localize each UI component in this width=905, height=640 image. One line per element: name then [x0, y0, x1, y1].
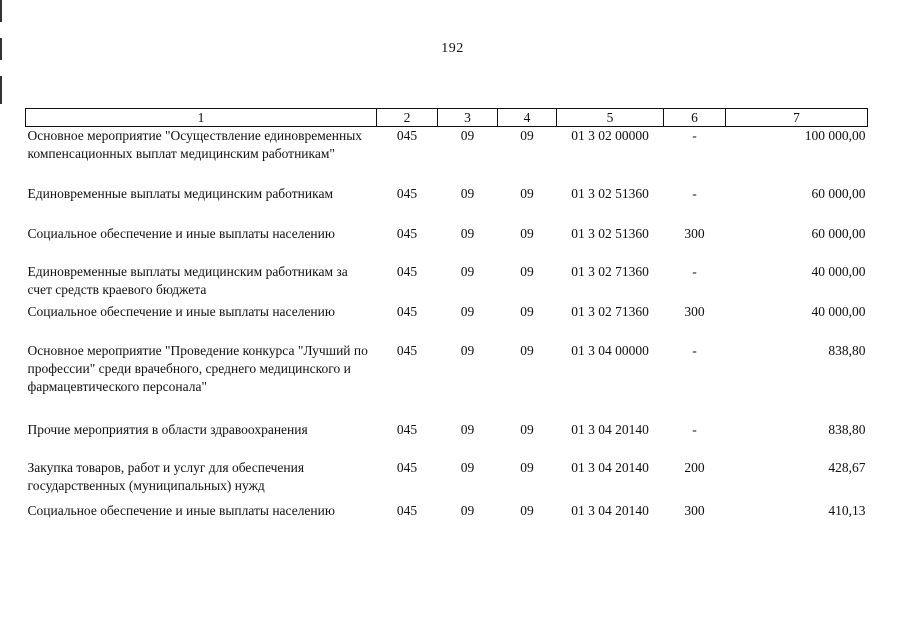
row-csr: 01 3 04 20140: [571, 421, 649, 437]
row-ved: 045: [396, 459, 418, 475]
row-rz: 09: [460, 225, 475, 241]
column-header-5: 5: [557, 109, 664, 127]
row-rz: 09: [460, 459, 475, 475]
row-sum: 838,80: [828, 421, 866, 437]
row-sum: 428,67: [828, 459, 866, 475]
row-ved: 045: [396, 128, 418, 143]
row-csr: 01 3 02 71360: [571, 303, 649, 319]
table-row: [26, 303, 868, 342]
row-name: Основное мероприятие "Осуществление единовременных компенсационных выплат медицинским работникам": [27, 128, 363, 161]
row-sum: 100 000,00: [804, 128, 866, 143]
row-vr: -: [692, 263, 697, 279]
row-vr: 200: [684, 459, 705, 475]
table-row: [26, 185, 868, 225]
table-row: [26, 127, 868, 185]
row-sum: 40 000,00: [811, 263, 866, 279]
row-name: Социальное обеспечение и иные выплаты населению: [27, 303, 335, 319]
row-pr: 09: [520, 263, 534, 279]
row-vr: 300: [684, 502, 705, 518]
row-sum: 838,80: [828, 342, 866, 358]
table-row: [26, 502, 868, 522]
scan-artifact-mark: [0, 0, 2, 22]
row-rz: 09: [460, 342, 475, 358]
row-ved: 045: [396, 502, 418, 518]
table-row: [26, 342, 868, 421]
row-pr: 09: [520, 421, 534, 437]
row-name: Закупка товаров, работ и услуг для обеспечения государственных (муниципальных) нужд: [27, 459, 305, 493]
row-ved: 045: [396, 263, 418, 279]
row-csr: 01 3 02 51360: [571, 185, 649, 201]
row-name: Единовременные выплаты медицинским работникам за счет средств краевого бюджета: [27, 263, 348, 297]
row-name: Социальное обеспечение и иные выплаты населению: [27, 225, 335, 241]
row-rz: 09: [460, 263, 475, 279]
row-rz: 09: [460, 502, 475, 518]
row-name: Единовременные выплаты медицинским работникам: [27, 185, 333, 201]
row-sum: 40 000,00: [811, 303, 866, 319]
row-ved: 045: [396, 225, 418, 241]
row-rz: 09: [460, 303, 475, 319]
row-pr: 09: [520, 225, 534, 241]
column-header-6: 6: [664, 109, 726, 127]
row-name: Основное мероприятие "Проведение конкурса "Лучший по профессии" среди врачебного, среднего медицинского и фармацевтического персонала": [27, 342, 368, 394]
row-csr: 01 3 02 71360: [571, 263, 649, 279]
row-rz: 09: [460, 185, 475, 201]
row-vr: 300: [684, 225, 705, 241]
row-pr: 09: [520, 303, 534, 319]
row-vr: -: [692, 185, 697, 201]
row-pr: 09: [520, 185, 534, 201]
row-vr: -: [692, 342, 697, 358]
budget-table: [25, 108, 868, 522]
table-row: [26, 263, 868, 303]
column-header-4: 4: [498, 109, 557, 127]
table-row: [26, 225, 868, 263]
row-ved: 045: [396, 421, 418, 437]
column-header-7: 7: [726, 109, 868, 127]
row-csr: 01 3 04 20140: [571, 459, 649, 475]
row-pr: 09: [520, 128, 534, 143]
column-header-2: 2: [377, 109, 438, 127]
row-name: Социальное обеспечение и иные выплаты населению: [27, 502, 335, 518]
row-csr: 01 3 02 51360: [571, 225, 649, 241]
scan-artifact-mark: [0, 76, 2, 104]
table-row: [26, 421, 868, 459]
row-ved: 045: [396, 303, 418, 319]
column-header-1: 1: [26, 109, 377, 127]
row-vr: -: [692, 421, 697, 437]
row-ved: 045: [396, 185, 418, 201]
row-sum: 410,13: [828, 502, 866, 518]
page-number: 192: [441, 41, 464, 56]
row-vr: -: [692, 128, 697, 143]
row-pr: 09: [520, 459, 534, 475]
row-csr: 01 3 04 20140: [571, 502, 649, 518]
row-sum: 60 000,00: [811, 185, 866, 201]
row-vr: 300: [684, 303, 705, 319]
row-sum: 60 000,00: [811, 225, 866, 241]
row-csr: 01 3 02 00000: [571, 128, 649, 143]
row-name: Прочие мероприятия в области здравоохранения: [27, 421, 308, 437]
table-header-row: [26, 109, 868, 127]
row-pr: 09: [520, 502, 534, 518]
row-pr: 09: [520, 342, 534, 358]
row-csr: 01 3 04 00000: [571, 342, 649, 358]
row-ved: 045: [396, 342, 418, 358]
column-header-3: 3: [438, 109, 498, 127]
table-row: [26, 459, 868, 502]
row-rz: 09: [460, 421, 475, 437]
row-rz: 09: [460, 128, 475, 143]
